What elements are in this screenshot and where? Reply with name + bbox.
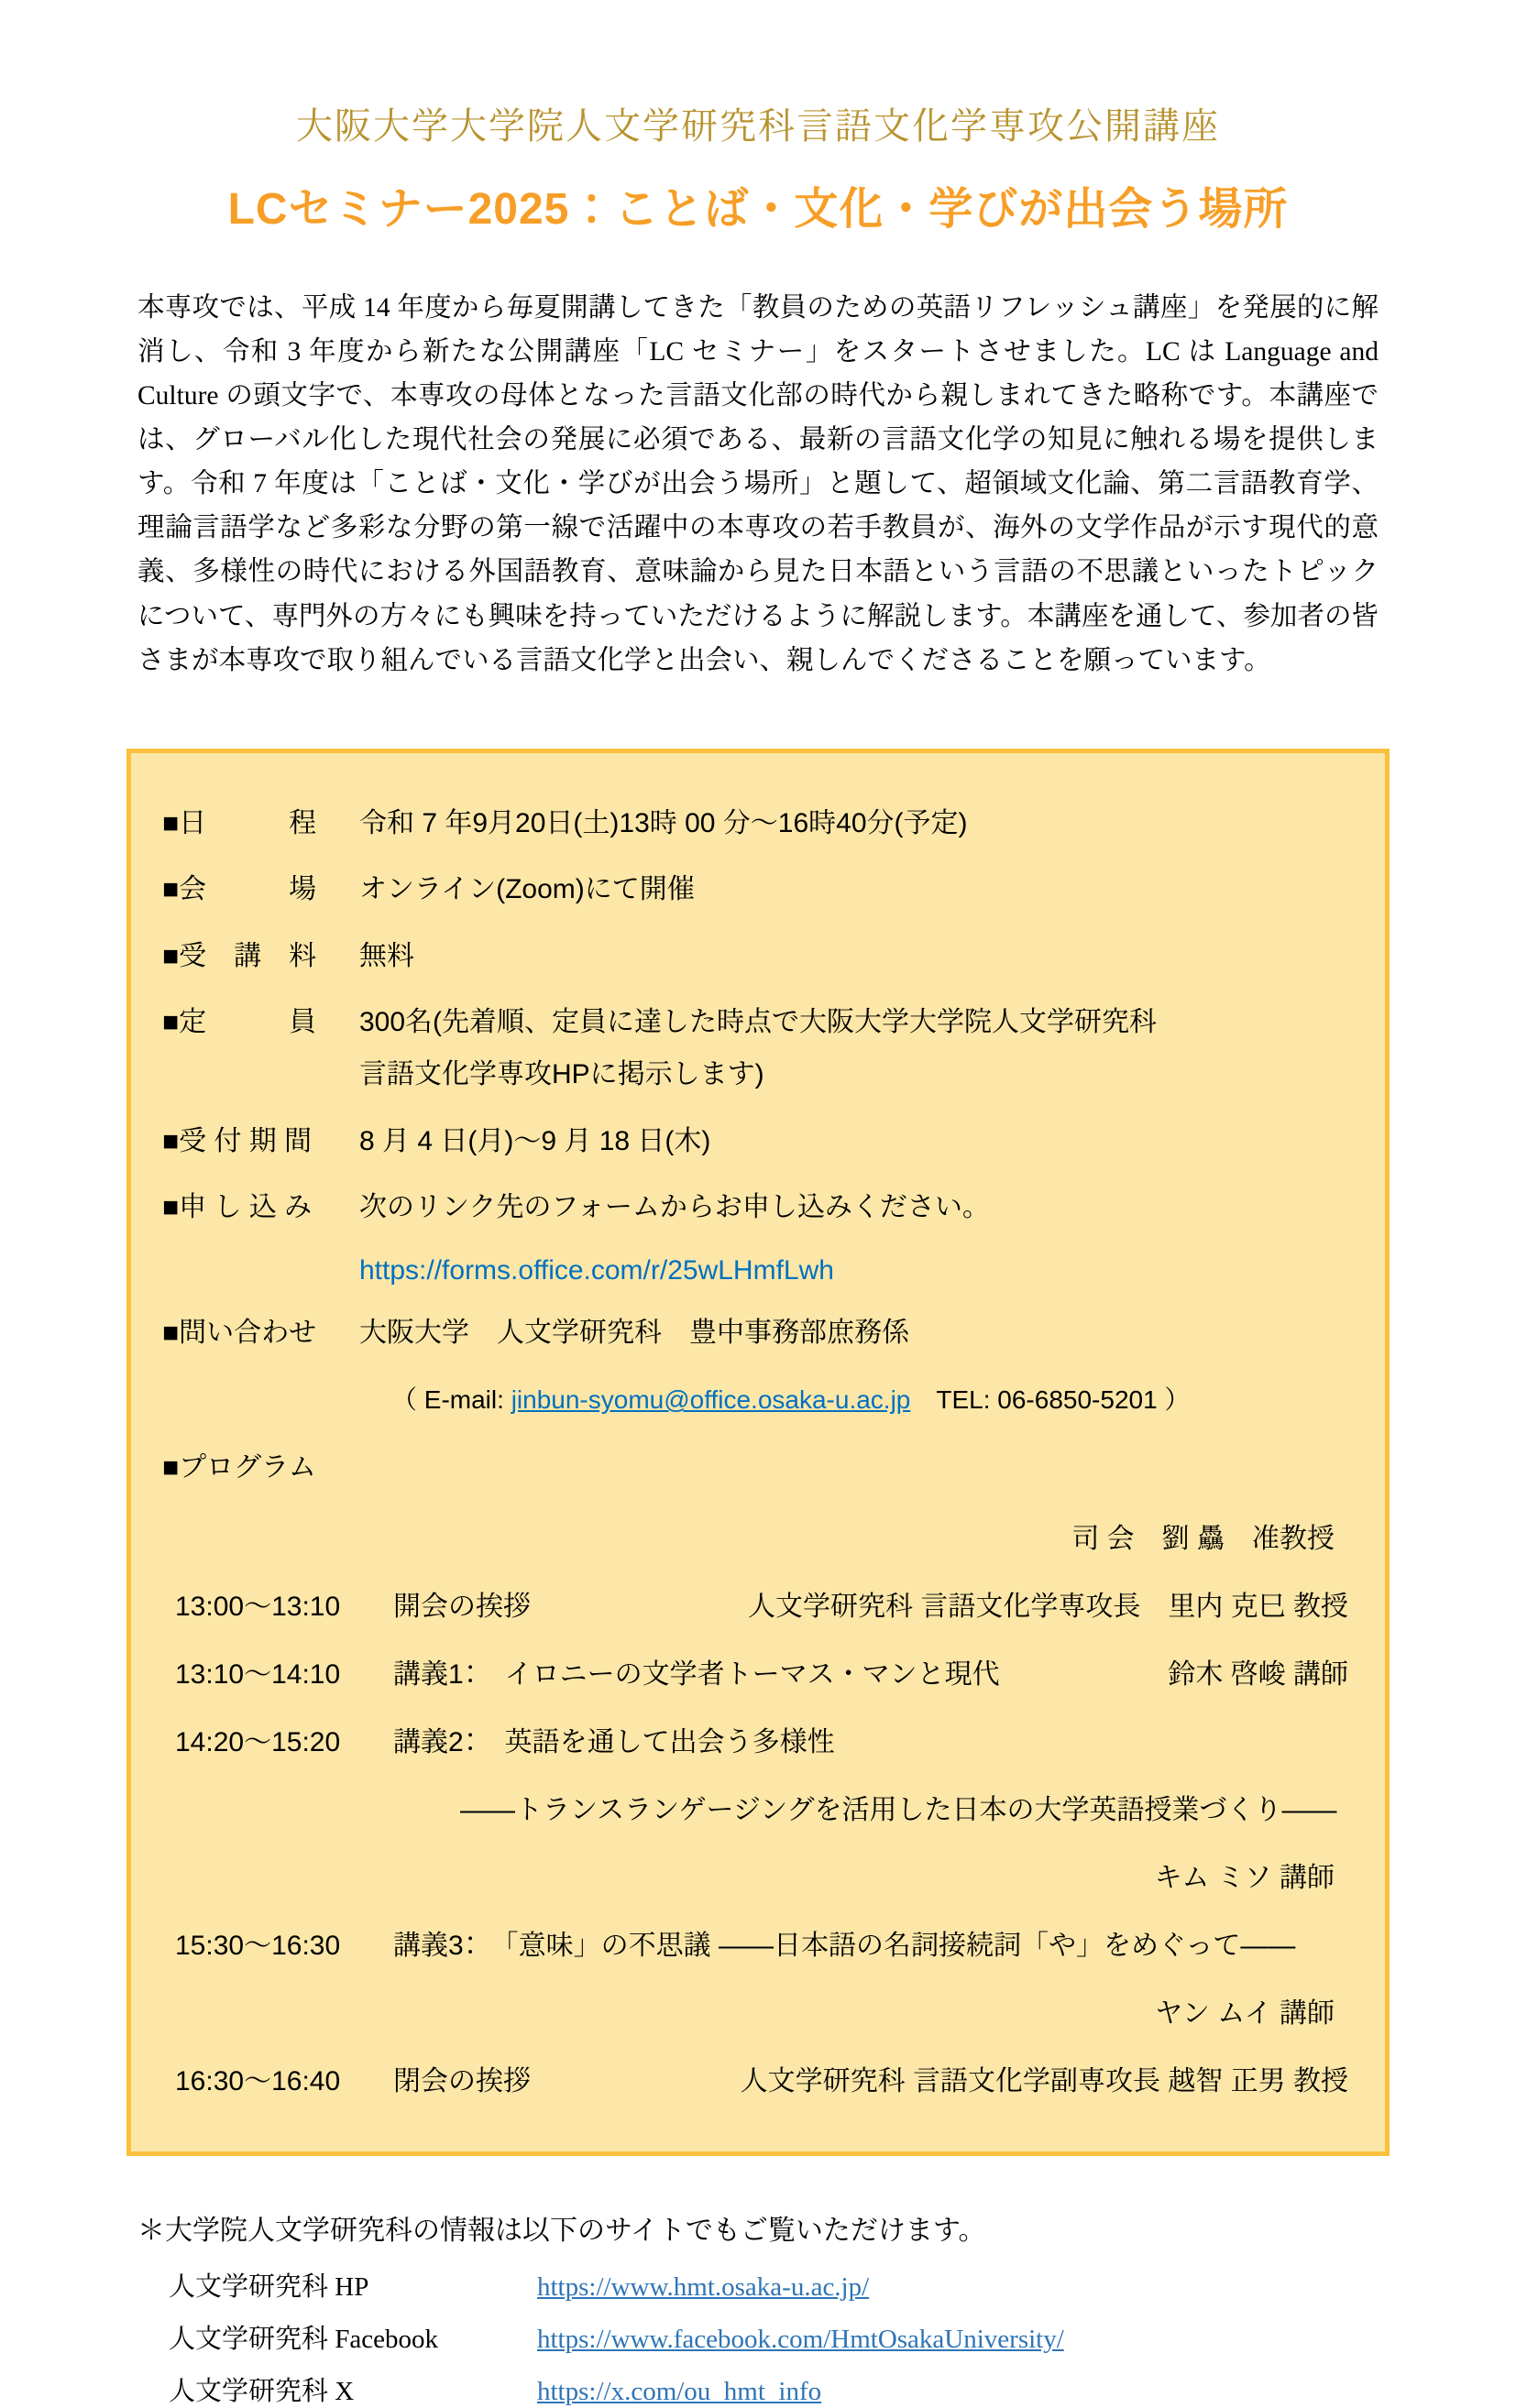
info-box bbox=[126, 749, 1390, 2157]
footer-section bbox=[137, 2207, 1379, 2408]
detail-row-period bbox=[162, 1122, 1357, 1162]
footer-link-label-facebook: 人文学研究科 Facebook bbox=[169, 2325, 438, 2355]
schedule-row-opening bbox=[162, 1583, 1357, 1624]
schedule-presenter-lecture2: キム ミソ 講師 bbox=[1154, 1863, 1335, 1894]
detail-row-venue bbox=[162, 870, 1357, 910]
footer-link-row-x bbox=[169, 2370, 1379, 2408]
page-subtitle: 大阪大学大学院人文学研究科言語文化学専攻公開講座 bbox=[296, 106, 1220, 147]
contact-email-link[interactable]: jinbun-syomu@office.osaka-u.ac.jp bbox=[511, 1385, 911, 1415]
detail-value-fee: 無料 bbox=[359, 940, 414, 971]
detail-label-fee: ■受 講 料 bbox=[162, 940, 317, 971]
footer-link-label-x: 人文学研究科 X bbox=[169, 2377, 355, 2407]
application-form-link[interactable]: https://forms.office.com/r/25wLHmfLwh bbox=[359, 1254, 834, 1286]
schedule-title: 講義2： 英語を通して出会う多様性 bbox=[393, 1727, 835, 1758]
schedule-presenter-lecture3: ヤン ムイ 講師 bbox=[1155, 1998, 1335, 2030]
intro-paragraph: 本専攻では、平成 14 年度から毎夏開講してきた「教員のための英語リフレッシュ講座」を発展的に解消し、令和 3 年度から新たな公開講座「LC セミナー」をスタートさせました。LC は Language and Culture の頭文字で、本専攻の母体となった言語文化部の時代から親しまれてきた略称です。本講座では、グローバル化した現代社会の発展に必須である、最新の言語文化学の知見に触れる場を提供します。令和 7 年度は「ことば・文化・学びが出会う場所」と題して、超領域文化論、第二言語教育学、理論言語学など多彩な分野の第一線で活躍中の本専攻の若手教員が、海外の文学作品が示す現代的意義、多様性の時代における外国語教育、意味論から見た日本語という言語の不思議といったトピックについて、専門外の方々にも興味を持っていただけるように解説します。本講座を通して、参加者の皆さまが本専攻で取り組んでいる言語文化学と出会い、親しんでくださることを願っています。 bbox=[137, 293, 1379, 675]
detail-value-venue: オンライン(Zoom)にて開催 bbox=[359, 874, 695, 905]
schedule-time: 14:20～15:20 bbox=[175, 1727, 341, 1758]
detail-value-date: 令和 7 年9月20日(土)13時 00 分～16時40分(予定) bbox=[359, 807, 968, 838]
schedule-title: 講義3： 「意味」の不思議 ――日本語の名詞接続詞「や」をめぐって―― bbox=[393, 1931, 1296, 1962]
detail-row-application bbox=[162, 1188, 1357, 1228]
schedule-row-lecture1 bbox=[162, 1651, 1357, 1691]
contact-tel: TEL: 06-6850-5201 ） bbox=[910, 1385, 1191, 1415]
application-link-row bbox=[359, 1255, 1357, 1286]
detail-label-contact: ■問い合わせ bbox=[162, 1317, 317, 1348]
detail-row-fee bbox=[162, 937, 1357, 977]
schedule-row-closing bbox=[162, 2058, 1357, 2098]
schedule-title: 閉会の挨拶 bbox=[393, 2066, 531, 2097]
schedule-time: 13:10～14:10 bbox=[175, 1659, 341, 1691]
facebook-link[interactable]: https://www.facebook.com/HmtOsakaUniversity/ bbox=[537, 2325, 1064, 2355]
detail-value-period: 8 月 4 日(月)～9 月 18 日(木) bbox=[359, 1125, 711, 1156]
detail-label-period: ■受 付 期 間 bbox=[162, 1125, 313, 1156]
schedule-subtitle-lecture2: ――トランスランゲージングを活用した日本の大学英語授業づくり―― bbox=[460, 1795, 1337, 1826]
capacity-line-2: 言語文化学専攻HPに掲示します) bbox=[359, 1059, 764, 1090]
hp-link[interactable]: https://www.hmt.osaka-u.ac.jp/ bbox=[537, 2272, 870, 2303]
schedule-time: 16:30～16:40 bbox=[175, 2066, 341, 2097]
moderator-line: 司 会 劉 驫 准教授 bbox=[1071, 1524, 1335, 1555]
detail-row-capacity bbox=[162, 1003, 1357, 1094]
schedule-row-lecture2 bbox=[162, 1719, 1357, 1759]
capacity-line-1: 300名(先着順、定員に達した時点で大阪大学大学院人文学研究科 bbox=[359, 1007, 1158, 1038]
detail-label-application: ■申 し 込 み bbox=[162, 1192, 313, 1223]
footer-links bbox=[169, 2266, 1379, 2408]
detail-label-venue: ■会 場 bbox=[162, 874, 317, 905]
page-title: LCセミナー2025：ことば・文化・学びが出会う場所 bbox=[227, 185, 1289, 234]
footer-note: ＊大学院人文学研究科の情報は以下のサイトでもご覧いただけます。 bbox=[137, 2216, 986, 2247]
detail-value-contact: 大阪大学 人文学研究科 豊中事務部庶務係 bbox=[359, 1317, 909, 1348]
contact-detail-row bbox=[391, 1380, 1357, 1417]
detail-label-date: ■日 程 bbox=[162, 807, 317, 838]
detail-label-capacity: ■定 員 bbox=[162, 1007, 317, 1038]
detail-value-capacity bbox=[359, 1003, 1357, 1094]
detail-row-schedule bbox=[162, 804, 1357, 844]
schedule-row-lecture3 bbox=[162, 1922, 1357, 1963]
schedule-title: 講義1： イロニーの文学者トーマス・マンと現代 bbox=[393, 1659, 1000, 1691]
detail-value-application: 次のリンク先のフォームからお申し込みください。 bbox=[359, 1192, 990, 1223]
footer-link-label-hp: 人文学研究科 HP bbox=[169, 2272, 369, 2303]
x-link[interactable]: https://x.com/ou_hmt_info bbox=[537, 2377, 822, 2407]
schedule-presenter: 人文学研究科 言語文化学副専攻長 越智 正男 教授 bbox=[740, 2066, 1348, 2097]
footer-link-row-facebook bbox=[169, 2318, 1379, 2356]
contact-email-prefix: （ E-mail: bbox=[391, 1385, 511, 1415]
schedule-title: 開会の挨拶 bbox=[393, 1592, 531, 1623]
schedule-presenter: 鈴木 啓峻 講師 bbox=[1168, 1659, 1348, 1691]
schedule-time: 15:30～16:30 bbox=[175, 1931, 341, 1962]
schedule-presenter: 人文学研究科 言語文化学専攻長 里内 克巳 教授 bbox=[747, 1592, 1348, 1623]
program-heading: ■プログラム bbox=[162, 1452, 316, 1483]
schedule-time: 13:00～13:10 bbox=[175, 1592, 341, 1623]
detail-row-contact bbox=[162, 1314, 1357, 1353]
footer-link-row-hp bbox=[169, 2266, 1379, 2304]
